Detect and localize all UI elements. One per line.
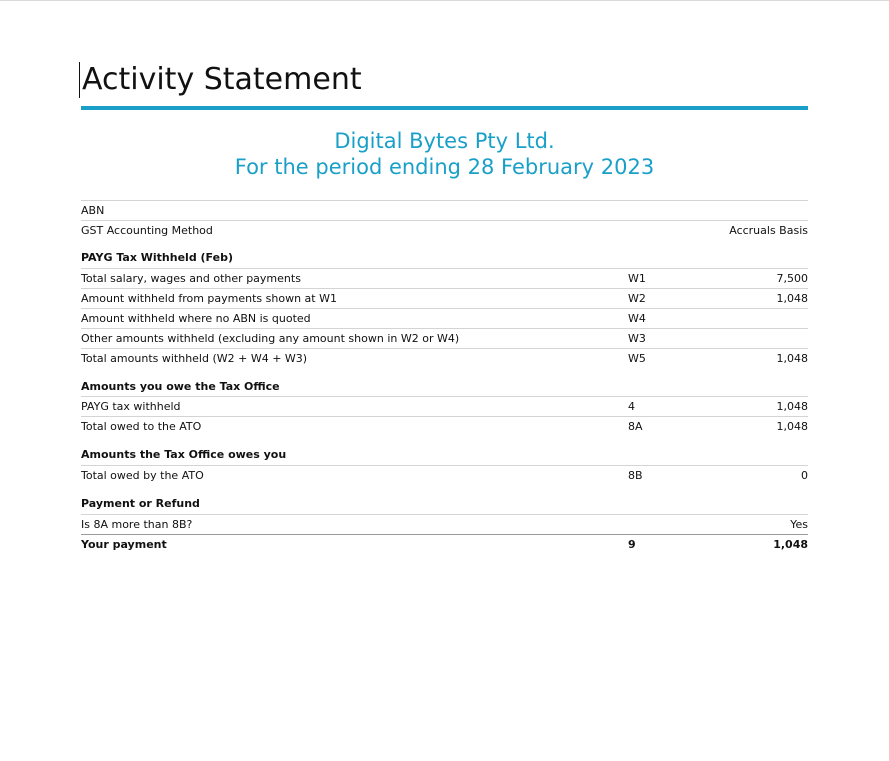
row-label: Total salary, wages and other payments [81, 272, 301, 285]
row-label: GST Accounting Method [81, 224, 213, 237]
company-name: Digital Bytes Pty Ltd. [334, 129, 555, 153]
title-underline [81, 106, 808, 110]
section-label: PAYG Tax Withheld (Feb) [81, 251, 233, 264]
section-heading-amounts-owed [81, 377, 808, 397]
row-gst-accounting-method [81, 220, 808, 241]
row-4 [81, 396, 808, 417]
section-heading-payment-refund [81, 494, 808, 514]
row-value: Yes [790, 518, 808, 531]
row-label: Your payment [81, 538, 167, 551]
row-w3 [81, 328, 808, 349]
page-title: Activity Statement [79, 62, 362, 98]
row-w4 [81, 308, 808, 329]
row-value: 0 [801, 469, 808, 482]
row-code: W1 [628, 272, 646, 285]
row-code: W5 [628, 352, 646, 365]
row-code: W2 [628, 292, 646, 305]
row-code: W4 [628, 312, 646, 325]
row-label: Amount withheld from payments shown at W1 [81, 292, 337, 305]
row-label: Other amounts withheld (excluding any amount shown in W2 or W4) [81, 332, 460, 345]
row-your-payment [81, 534, 808, 555]
row-w2 [81, 288, 808, 309]
row-label: ABN [81, 204, 105, 217]
section-heading-payg [81, 248, 808, 268]
section-heading-owes-you [81, 445, 808, 465]
row-label: PAYG tax withheld [81, 400, 181, 413]
row-w5 [81, 348, 808, 369]
row-code: 4 [628, 400, 635, 413]
row-label: Is 8A more than 8B? [81, 518, 193, 531]
row-w1 [81, 268, 808, 289]
period-heading: For the period ending 28 February 2023 [234, 155, 655, 179]
row-value: 1,048 [776, 352, 808, 365]
row-value: 1,048 [776, 292, 808, 305]
section-label: Amounts you owe the Tax Office [81, 380, 280, 393]
row-8b [81, 465, 808, 486]
row-abn [81, 200, 808, 221]
row-code: 9 [628, 538, 636, 551]
row-value: 1,048 [776, 420, 808, 433]
row-8a [81, 416, 808, 437]
row-label: Total amounts withheld (W2 + W4 + W3) [81, 352, 308, 365]
row-label: Total owed to the ATO [81, 420, 202, 433]
section-label: Amounts the Tax Office owes you [81, 448, 287, 461]
row-label: Amount withheld where no ABN is quoted [81, 312, 311, 325]
row-value: 7,500 [776, 272, 808, 285]
row-code: 8B [628, 469, 643, 482]
row-8a-vs-8b [81, 514, 808, 535]
top-divider [0, 0, 889, 1]
row-label: Total owed by the ATO [81, 469, 204, 482]
row-code: 8A [628, 420, 643, 433]
row-code: W3 [628, 332, 646, 345]
row-value: 1,048 [773, 538, 808, 551]
row-value: Accruals Basis [729, 224, 808, 237]
section-label: Payment or Refund [81, 497, 200, 510]
row-value: 1,048 [776, 400, 808, 413]
